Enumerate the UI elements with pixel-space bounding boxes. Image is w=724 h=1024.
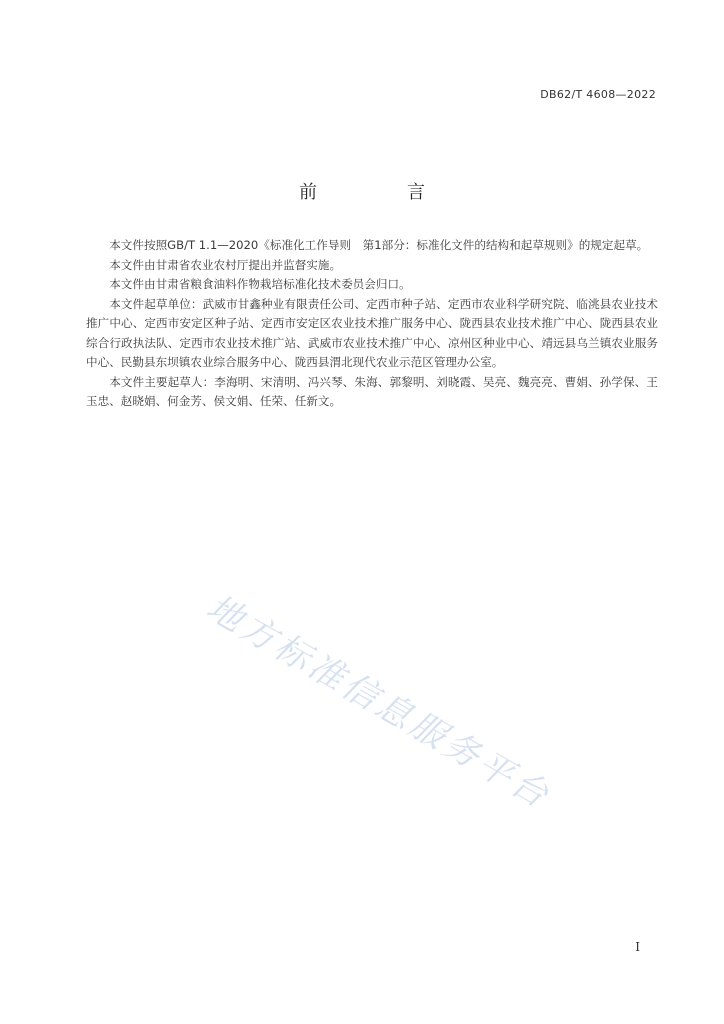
paragraph-drafting-units: 本文件起草单位：武威市甘鑫种业有限责任公司、定西市种子站、定西市农业科学研究院、临洮县农业技术推广中心、定西市安定区种子站、定西市安定区农业技术推广服务中心、陇西县农业技术推广中心、陇西县农业综合行政执法队、定西市农业技术推广站、武威市农业技术推广中心、凉州区种业中心、靖远县乌兰镇农业服务中心、民勤县东坝镇农业综合服务中心、陇西县渭北现代农业示范区管理办公室。 <box>86 296 658 369</box>
paragraph-committee: 本文件由甘肃省粮食油料作物栽培标准化技术委员会归口。 <box>109 277 411 291</box>
document-code: DB62/T 4608—2022 <box>540 88 656 101</box>
paragraph-proposer: 本文件由甘肃省农业农村厅提出并监督实施。 <box>109 257 342 272</box>
watermark: 地方标准信息服务平台 <box>199 587 558 818</box>
paragraph-drafters: 本文件主要起草人：李海明、宋清明、冯兴琴、朱海、郭黎明、刘晓霞、吴亮、魏亮亮、曹娟、孙学保、王玉忠、赵晓娟、何金芳、侯文娟、任荣、任新文。 <box>86 374 658 408</box>
page-title: 前 言 <box>299 182 461 203</box>
paragraph-drafting-rules: 本文件按照GB/T 1.1—2020《标准化工作导则 第1部分：标准化文件的结构和起草规则》的规定起草。 <box>109 238 649 252</box>
foreword-body <box>86 236 658 412</box>
page-number: I <box>635 940 640 954</box>
